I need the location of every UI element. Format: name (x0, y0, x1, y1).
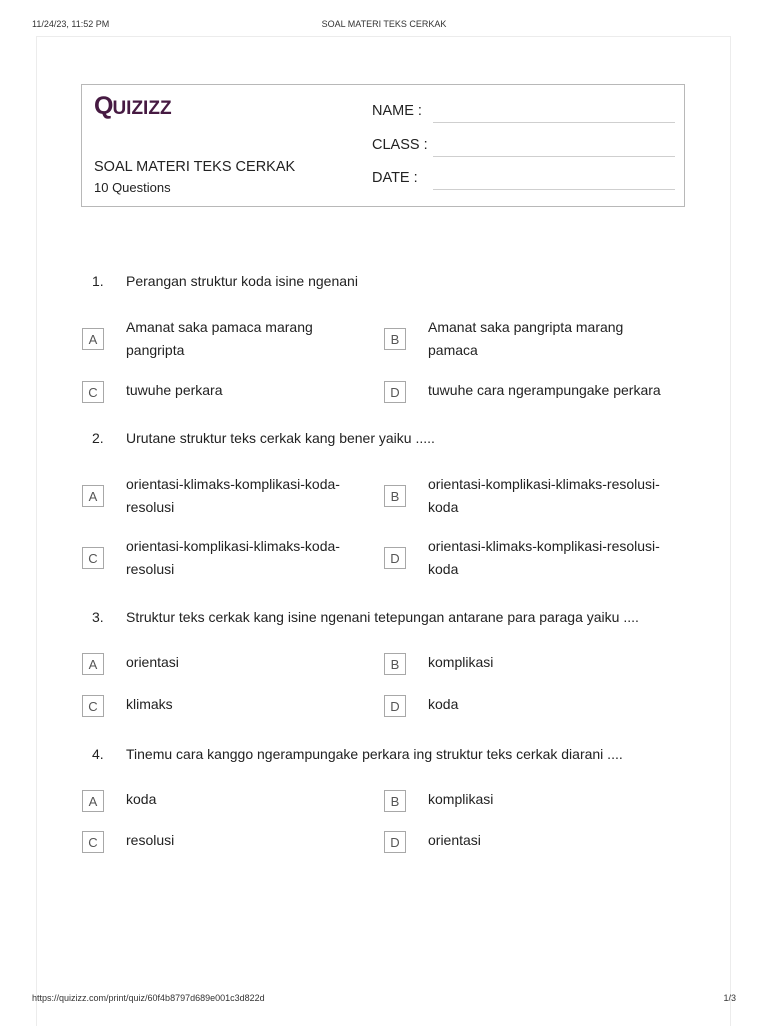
option-letter: C (82, 695, 104, 717)
print-title: SOAL MATERI TEKS CERKAK (321, 19, 447, 29)
question-text: Perangan struktur koda isine ngenani (126, 273, 358, 289)
print-timestamp: 11/24/23, 11:52 PM (32, 19, 110, 29)
option-letter: B (384, 790, 406, 812)
option-letter: A (82, 790, 104, 812)
name-line (433, 122, 675, 123)
print-footer (32, 993, 736, 1007)
option-letter: C (82, 547, 104, 569)
option-text: orientasi-klimaks-komplikasi-resolusi-koda (428, 538, 660, 577)
name-field (372, 101, 675, 123)
name-label: NAME : (372, 103, 422, 119)
question-text: Urutane struktur teks cerkak kang bener yaiku ..... (126, 430, 435, 446)
option-text: orientasi (126, 654, 179, 670)
option-letter: C (82, 831, 104, 853)
option-letter: D (384, 831, 406, 853)
option-text: Amanat saka pamaca marang pangripta (126, 319, 313, 358)
option-text: orientasi-komplikasi-klimaks-resolusi-koda (428, 476, 660, 515)
class-label: CLASS : (372, 137, 428, 153)
option-letter: B (384, 485, 406, 507)
option-letter: B (384, 653, 406, 675)
option-text: resolusi (126, 832, 175, 848)
question-text: Struktur teks cerkak kang isine ngenani tetepungan antarane para paraga yaiku .... (126, 609, 639, 625)
page-number: 1/3 (723, 993, 736, 1003)
option-text: tuwuhe perkara (126, 382, 223, 398)
option-letter: A (82, 328, 104, 350)
option-letter: A (82, 653, 104, 675)
option-letter: D (384, 547, 406, 569)
question-number: 2. (92, 430, 104, 446)
quiz-header-box (81, 84, 685, 207)
class-line (433, 156, 675, 157)
option-letter: D (384, 695, 406, 717)
option-letter: B (384, 328, 406, 350)
option-text: orientasi (428, 832, 481, 848)
print-header (32, 19, 736, 33)
option-text: komplikasi (428, 791, 494, 807)
option-letter: A (82, 485, 104, 507)
option-text: orientasi-komplikasi-klimaks-koda-resolusi (126, 538, 340, 577)
option-text: koda (428, 696, 459, 712)
question-number: 3. (92, 609, 104, 625)
date-field (372, 168, 675, 190)
class-field (372, 135, 675, 157)
option-text: Amanat saka pangripta marang pamaca (428, 319, 624, 358)
option-letter: D (384, 381, 406, 403)
option-text: orientasi-klimaks-komplikasi-koda-resolusi (126, 476, 340, 515)
option-text: tuwuhe cara ngerampungake perkara (428, 382, 661, 398)
question-count: 10 Questions (94, 180, 171, 195)
option-text: koda (126, 791, 157, 807)
option-text: klimaks (126, 696, 173, 712)
question-text: Tinemu cara kanggo ngerampungake perkara ing struktur teks cerkak diarani .... (126, 746, 623, 762)
option-text: komplikasi (428, 654, 494, 670)
print-url[interactable]: https://quizizz.com/print/quiz/60f4b8797d689e001c3d822d (32, 993, 265, 1003)
question-number: 4. (92, 746, 104, 762)
quiz-title: SOAL MATERI TEKS CERKAK (94, 159, 296, 175)
date-line (433, 189, 675, 190)
option-letter: C (82, 381, 104, 403)
quizizz-logo: QUIZIZZ (94, 92, 172, 120)
question-number: 1. (92, 273, 104, 289)
date-label: DATE : (372, 170, 418, 186)
